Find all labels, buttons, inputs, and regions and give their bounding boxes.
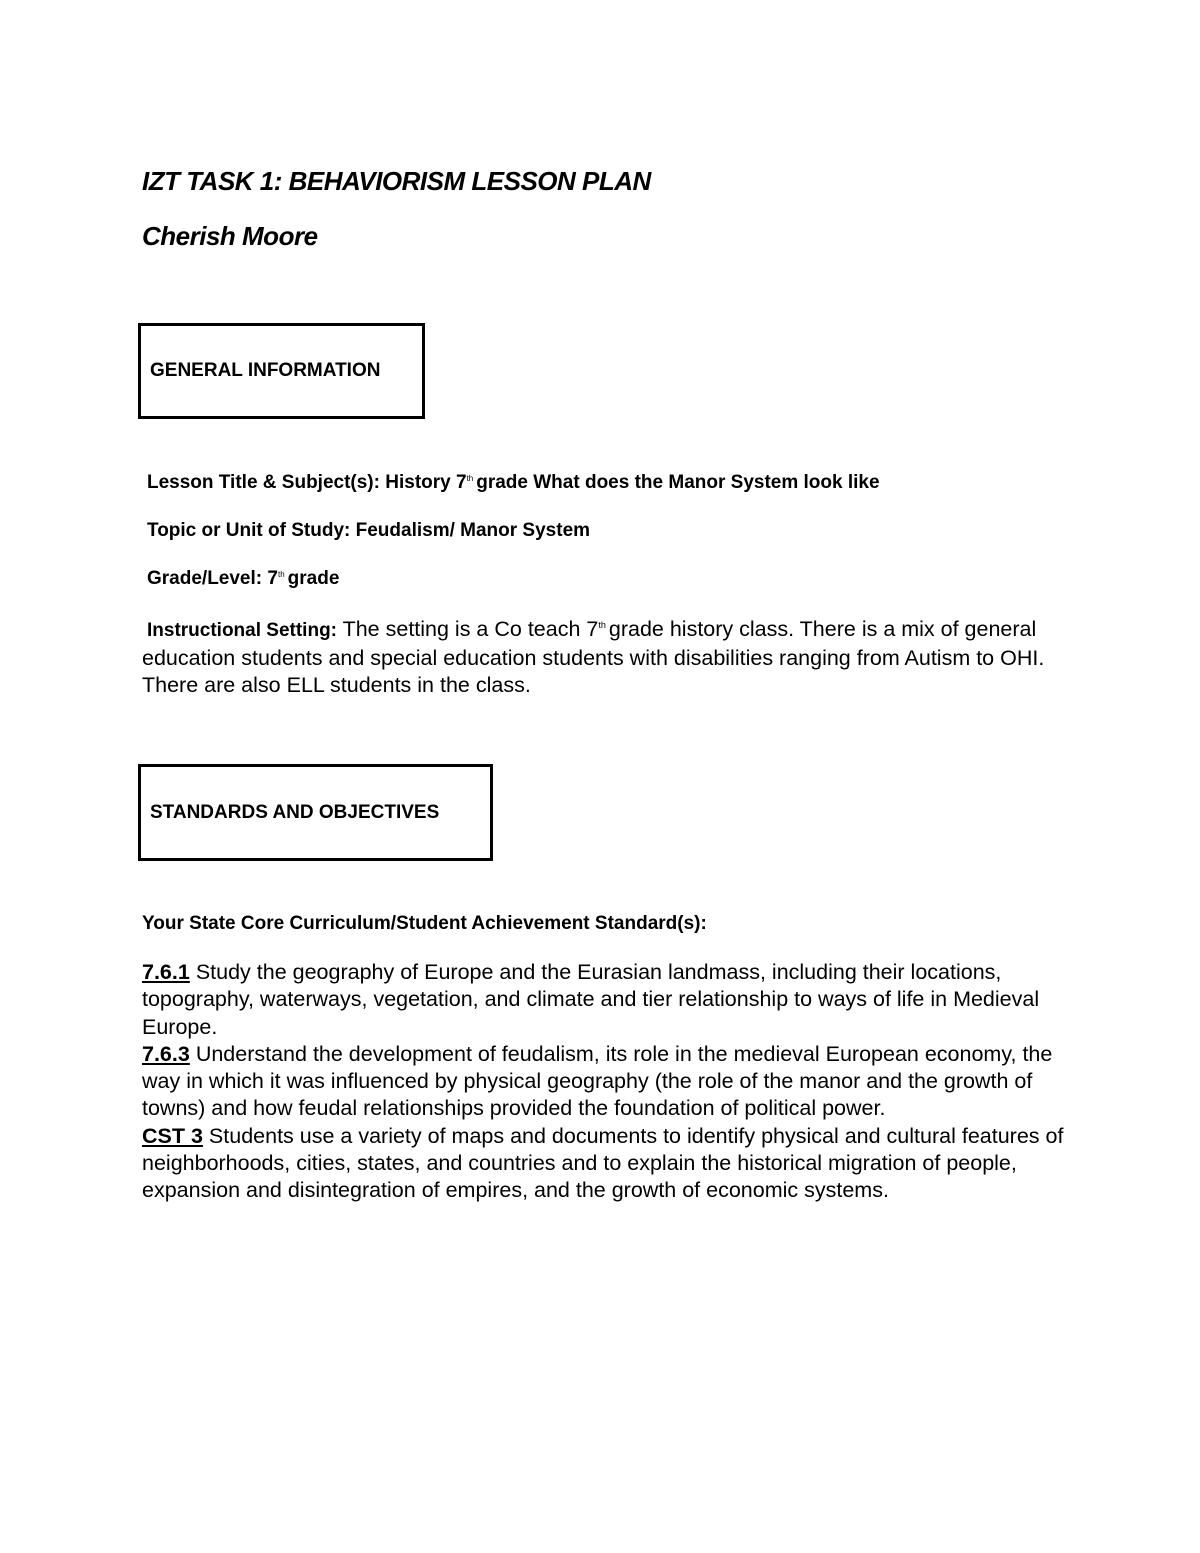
- standard-item: [142, 1041, 1082, 1123]
- standard-item: [142, 959, 1082, 1041]
- lesson-title-field: [147, 472, 880, 494]
- topic-label: Topic or Unit of Study:: [147, 520, 351, 541]
- document-author: Cherish Moore: [142, 221, 318, 251]
- standards-objectives-heading-box: [138, 764, 493, 861]
- instructional-setting-ordinal: th: [598, 619, 606, 630]
- lesson-title-value-part1: History 7: [385, 472, 467, 493]
- instructional-setting-label: Instructional Setting:: [147, 620, 337, 641]
- instructional-setting-text-part1: The setting is a Co teach 7: [342, 617, 599, 641]
- standard-text: Understand the development of feudalism, its role in the medieval European economy, the way in which it was influenced by physical geography (the role of the manor and the growth of towns) and how feudal relationships provided the foundation of political power.: [142, 1041, 1053, 1121]
- instructional-setting-paragraph: [142, 616, 1072, 700]
- standard-item: [142, 1123, 1082, 1205]
- instructional-setting-text-part2: grade history class. There is a mix of general education students and special education students with disabilities ranging from Autism to OHI. There are also ELL students in the class.: [142, 617, 1045, 697]
- standard-code: CST 3: [142, 1123, 203, 1148]
- general-information-heading-box: [138, 323, 425, 419]
- lesson-title-ordinal: th: [466, 473, 474, 483]
- topic-value: Feudalism/ Manor System: [355, 520, 591, 541]
- grade-level-label: Grade/Level:: [147, 568, 263, 589]
- grade-level-ordinal: th: [277, 569, 285, 579]
- document-title: IZT TASK 1: BEHAVIORISM LESSON PLAN: [142, 166, 651, 196]
- grade-level-field: [147, 568, 339, 590]
- state-standards-heading: Your State Core Curriculum/Student Achievement Standard(s):: [142, 913, 707, 934]
- lesson-title-value-part2: grade What does the Manor System look like: [476, 472, 880, 493]
- standard-text: Students use a variety of maps and documents to identify physical and cultural features of neighborhoods, cities, states, and countries and to explain the historical migration of people, expansion and disintegration of empires, and the growth of economic systems.: [142, 1123, 1064, 1203]
- general-information-heading: GENERAL INFORMATION: [150, 360, 381, 381]
- grade-level-value-part2: grade: [287, 568, 340, 589]
- standard-code: 7.6.3: [142, 1041, 190, 1066]
- standard-text: Study the geography of Europe and the Eurasian landmass, including their locations, topography, waterways, vegetation, and climate and tier relationship to ways of life in Medieval Europe.: [142, 960, 1040, 1039]
- topic-field: [147, 520, 590, 542]
- standard-code: 7.6.1: [142, 960, 190, 984]
- grade-level-value-part1: 7: [267, 568, 278, 589]
- standards-objectives-heading: STANDARDS AND OBJECTIVES: [150, 801, 440, 823]
- standards-list: [142, 959, 1082, 1205]
- lesson-title-label: Lesson Title & Subject(s):: [147, 472, 380, 493]
